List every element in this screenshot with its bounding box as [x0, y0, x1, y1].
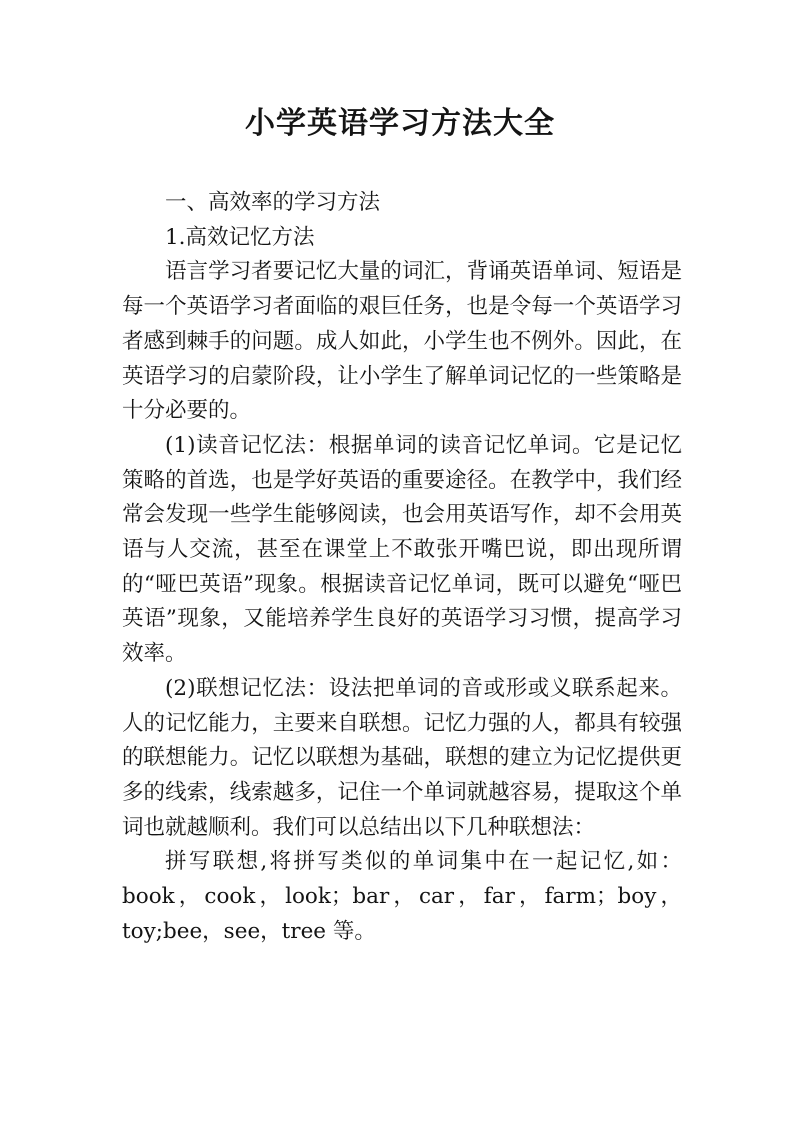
paragraph-intro: 语言学习者要记忆大量的词汇，背诵英语单词、短语是每一个英语学习者面临的艰巨任务，也是令每一个英语学习者感到棘手的问题。成人如此，小学生也不例外。因此，在英语学习的启蒙阶段，让小学生了解单词记忆的一些策略是十分必要的。: [122, 259, 682, 424]
subsection-heading: 1.高效记忆方法: [165, 224, 315, 250]
paragraph-reading-memory: (1)读音记忆法：根据单词的读音记忆单词。它是记忆策略的首选，也是学好英语的重要途径。在教学中，我们经常会发现一些学生能够阅读，也会用英语写作，却不会用英语与人交流，甚至在课堂上不敢张开嘴巴说，即出现所谓的“哑巴英语”现象。根据读音记忆单词，既可以避免“哑巴英语”现象，又能培养学生良好的英语学习习惯，提高学习效率。: [122, 432, 682, 667]
document-title: 小学英语学习方法大全: [245, 106, 555, 141]
section-heading: 一、高效率的学习方法: [165, 190, 381, 215]
paragraph-association-memory: (2)联想记忆法：设法把单词的音或形或义联系起来。人的记忆能力，主要来自联想。记忆力强的人，都具有较强的联想能力。记忆以联想为基础，联想的建立为记忆提供更多的线索，线索越多，记住一个单词就越容易，提取这个单词也就越顺利。我们可以总结出以下几种联想法：: [122, 675, 682, 840]
paragraph-spelling-association: 拼写联想,将拼写类似的单词集中在一起记忆,如：book，cook，look；bar，car，far，farm；boy，toy;bee，see，tree 等。: [122, 849, 682, 944]
document-body: [122, 186, 682, 949]
